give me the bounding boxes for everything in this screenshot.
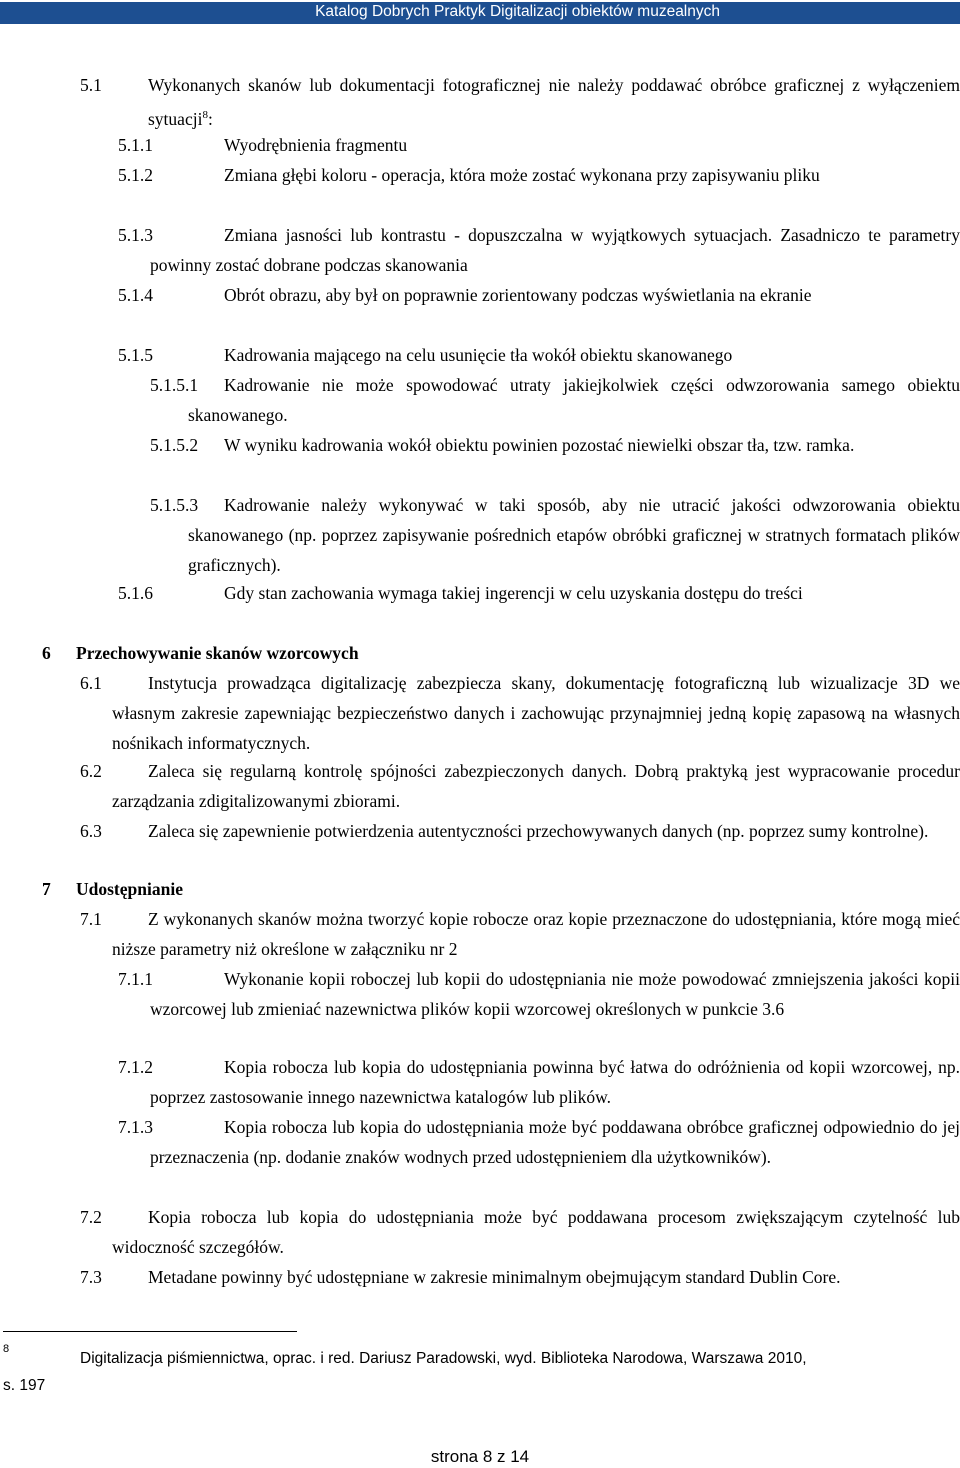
item-number: 5.1 xyxy=(80,75,102,95)
item-text: Gdy stan zachowania wymaga takiej ingerencji w celu uzyskania dostępu do treści xyxy=(224,583,803,603)
item-number: 7.3 xyxy=(80,1267,102,1287)
section-title: Przechowywanie skanów wzorcowych xyxy=(76,643,359,663)
item-5-1-5-3 xyxy=(150,490,960,580)
item-5-1-1 xyxy=(118,130,960,160)
item-number: 5.1.4 xyxy=(118,285,153,305)
item-5-1-5-2 xyxy=(150,430,960,460)
item-text: Metadane powinny być udostępniane w zakresie minimalnym obejmującym standard Dublin Core. xyxy=(148,1267,841,1287)
page-footer xyxy=(0,1447,960,1467)
item-text: Zaleca się regularną kontrolę spójności zabezpieczonych danych. Dobrą praktyką jest wypracowanie procedur zarządzania zdigitalizowanymi zbiorami. xyxy=(112,761,960,811)
item-7-1-1 xyxy=(118,964,960,1024)
item-5-1-4 xyxy=(118,280,960,310)
item-5-1-5 xyxy=(118,340,960,370)
item-text: Instytucja prowadząca digitalizację zabezpiecza skany, dokumentację fotograficzną lub wizualizacje 3D we własnym zakresie zapewniając bezpieczeństwo danych i zachowując przynajmniej jedną kopię zapasową na własnych nośnikach informatycznych. xyxy=(112,673,960,753)
item-number: 7.2 xyxy=(80,1207,102,1227)
running-header-title: Katalog Dobrych Praktyk Digitalizacji obiektów muzealnych xyxy=(315,3,720,20)
item-number: 6.2 xyxy=(80,761,102,781)
item-number: 5.1.6 xyxy=(118,583,153,603)
item-text: W wyniku kadrowania wokół obiektu powinien pozostać niewielki obszar tła, tzw. ramka. xyxy=(224,435,855,455)
footnote-page: s. 197 xyxy=(3,1377,46,1394)
page-number-label: strona 8 z 14 xyxy=(430,1447,530,1466)
footnote-separator xyxy=(3,1331,297,1332)
item-text: Kadrowania mającego na celu usunięcie tła wokół obiektu skanowanego xyxy=(224,345,733,365)
section-heading-7 xyxy=(42,874,960,904)
item-6-3 xyxy=(80,816,960,846)
section-number: 6 xyxy=(42,643,51,663)
item-text: Kadrowanie należy wykonywać w taki sposób, aby nie utracić jakości odwzorowania obiektu skanowanego (np. poprzez zapisywanie pośrednich etapów obróbki graficznej w stratnych formatach plików graficznych). xyxy=(188,495,960,575)
item-number: 5.1.5.2 xyxy=(150,435,199,455)
item-5-1-6 xyxy=(118,578,960,608)
item-number: 5.1.2 xyxy=(118,165,153,185)
section-heading-6 xyxy=(42,638,960,668)
item-5-1 xyxy=(80,70,960,134)
item-6-1 xyxy=(80,668,960,758)
item-text: Wykonanych skanów lub dokumentacji fotograficznej nie należy poddawać obróbce graficznej z wyłączeniem sytuacji xyxy=(148,75,960,129)
item-number: 7.1.1 xyxy=(118,969,153,989)
item-5-1-2 xyxy=(118,160,960,190)
footnote-text: Digitalizacja piśmiennictwa, oprac. i red. Dariusz Paradowski, wyd. Biblioteka Narodowa, Warszawa 2010, xyxy=(80,1350,807,1367)
item-text: Kopia robocza lub kopia do udostępniania może być poddawana obróbce graficznej odpowiednio do jej przeznaczenia (np. dodanie znaków wodnych przed udostępnieniem dla użytkowników). xyxy=(150,1117,960,1167)
item-7-3 xyxy=(80,1262,960,1292)
item-text: Kopia robocza lub kopia do udostępniania powinna być łatwa do odróżnienia od kopii wzorcowej, np. poprzez zastosowanie innego nazewnictwa katalogów lub plików. xyxy=(150,1057,960,1107)
item-number: 5.1.1 xyxy=(118,135,153,155)
item-number: 6.1 xyxy=(80,673,102,693)
item-text: Zmiana głębi koloru - operacja, która może zostać wykonana przy zapisywaniu pliku xyxy=(224,165,820,185)
item-number: 5.1.5.3 xyxy=(150,495,199,515)
item-5-1-3 xyxy=(118,220,960,280)
footnote-mark: 8 xyxy=(3,1343,10,1355)
item-number: 6.3 xyxy=(80,821,102,841)
item-number: 5.1.3 xyxy=(118,225,153,245)
item-text: Obrót obrazu, aby był on poprawnie zorientowany podczas wyświetlania na ekranie xyxy=(224,285,812,305)
item-text: Kopia robocza lub kopia do udostępniania może być poddawana procesom zwiększającym czytelność lub widoczność szczegółów. xyxy=(112,1207,960,1257)
item-number: 7.1 xyxy=(80,909,102,929)
item-6-2 xyxy=(80,756,960,816)
item-7-1-3 xyxy=(118,1112,960,1172)
item-number: 5.1.5.1 xyxy=(150,375,199,395)
item-text-suffix: : xyxy=(207,109,213,129)
item-number: 7.1.2 xyxy=(118,1057,153,1077)
section-number: 7 xyxy=(42,879,51,899)
item-5-1-5-1 xyxy=(150,370,960,430)
running-header-bar xyxy=(0,2,960,24)
item-7-1-2 xyxy=(118,1052,960,1112)
item-number: 5.1.5 xyxy=(118,345,153,365)
item-text: Z wykonanych skanów można tworzyć kopie robocze oraz kopie przeznaczone do udostępniania, które mogą mieć niższe parametry niż określone w załączniku nr 2 xyxy=(112,909,960,959)
section-title: Udostępnianie xyxy=(76,879,183,899)
item-text: Kadrowanie nie może spowodować utraty jakiejkolwiek części odwzorowania samego obiektu skanowanego. xyxy=(188,375,960,425)
item-7-2 xyxy=(80,1202,960,1262)
item-number: 7.1.3 xyxy=(118,1117,153,1137)
item-text: Zaleca się zapewnienie potwierdzenia autentyczności przechowywanych danych (np. poprzez sumy kontrolne). xyxy=(148,821,929,841)
item-7-1 xyxy=(80,904,960,964)
item-text: Wyodrębnienia fragmentu xyxy=(224,135,408,155)
item-text: Wykonanie kopii roboczej lub kopii do udostępniania nie może powodować zmniejszenia jakości kopii wzorcowej lub zmieniać nazewnictwa plików kopii wzorcowej określonych w punkcie 3.6 xyxy=(150,969,960,1019)
footnote-reference[interactable]: 8 xyxy=(202,109,208,121)
item-text: Zmiana jasności lub kontrastu - dopuszczalna w wyjątkowych sytuacjach. Zasadniczo te parametry powinny zostać dobrane podczas skanowania xyxy=(150,225,960,275)
